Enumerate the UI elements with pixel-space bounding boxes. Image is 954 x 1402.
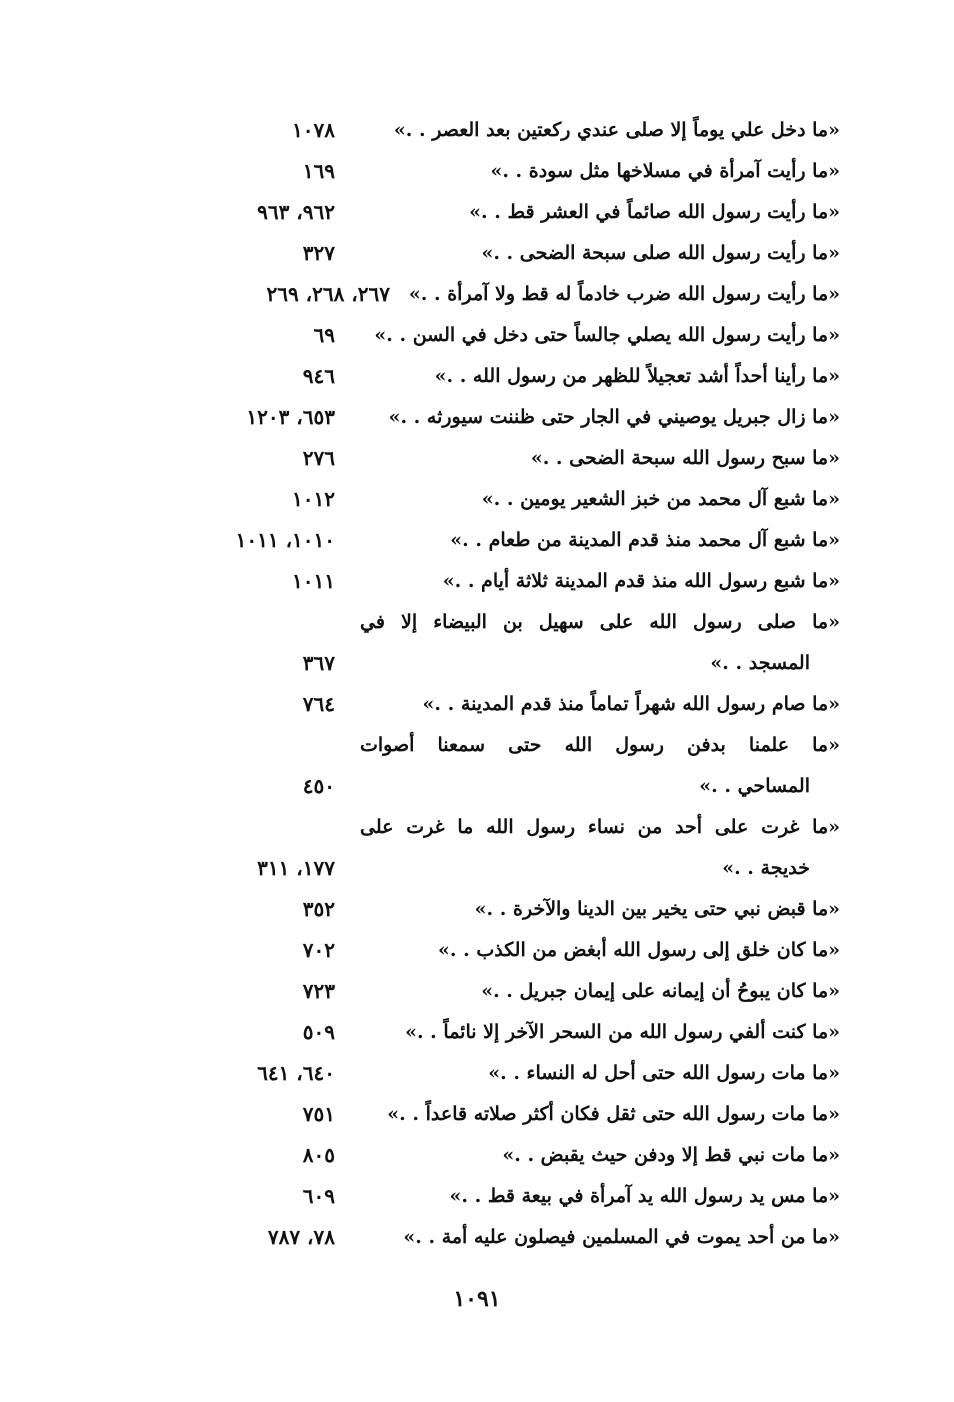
entry-text: «ما شبع رسول الله منذ قدم المدينة ثلاثة أيام . .» [442,570,840,592]
entry-text: «ما رأيت رسول الله ضرب خادماً له قط ولا آمرأة . .» [408,283,840,305]
entry-text: «ما رأيت رسول الله صلى سبحة الضحى . .» [481,242,840,264]
entry-text: «ما مات نبي قط إلا ودفن حيث يقبض . .» [502,1144,840,1166]
entry-text: «ما مس يد رسول الله يد آمرأة في بيعة قط . .» [449,1185,840,1207]
entry-text: «ما كان يبوحُ أن إيمانه على إيمان جبريل . .» [481,980,840,1002]
entry-text: «ما دخل علي يوماً إلا صلى عندي ركعتين بعد العصر . .» [393,119,840,141]
index-entry [130,1135,840,1175]
entry-text: «ما شبع آل محمد من خبز الشعير يومين . .» [481,488,840,510]
entry-page-refs: ٧٢٣ [302,979,335,1003]
page-number: ١٠٩١ [453,1286,501,1312]
index-entry [130,1094,840,1134]
entry-text: «ما رأيت آمرأة في مسلاخها مثل سودة . .» [490,160,840,182]
index-entry [130,602,840,642]
entry-text: «ما من أحد يموت في المسلمين فيصلون عليه أمة . .» [403,1226,840,1248]
index-entry [130,889,840,929]
entry-text: «ما رأيت رسول الله يصلي جالساً حتى دخل في السن . .» [374,324,840,346]
entry-text: المسجد . .» [710,652,810,674]
entry-text: «ما شبع آل محمد منذ قدم المدينة من طعام . .» [450,529,840,551]
index-entry [130,233,840,273]
index-entry [130,315,840,355]
entry-page-refs: ٦٩ [313,323,335,347]
index-entry [130,397,840,437]
entry-text: «ما رأيت رسول الله صائماً في العشر قط . .» [469,201,840,223]
entry-page-refs: ٧٦٤ [302,692,335,716]
index-entry [130,725,840,765]
entry-text: «ما غرت على أحد من نساء رسول الله ما غرت على [360,816,840,838]
entry-page-refs: ١٠١٢ [292,487,335,511]
entry-page-refs: ٧٥١ [302,1102,335,1126]
entry-text: «ما رأينا أحداً أشد تعجيلاً للظهر من رسول الله . .» [434,365,840,387]
entry-page-refs: ٥٠٩ [302,1020,335,1044]
entry-page-refs: ٨٠٥ [302,1143,335,1167]
index-entry [130,356,840,396]
index-entry [130,1012,840,1052]
index-entry-continuation [130,848,840,888]
entry-text: «ما قبض نبي حتى يخير بين الدينا والآخرة . .» [474,898,840,920]
entry-page-refs: ١٠٧٨ [292,118,335,142]
index-entry [130,1053,840,1093]
entry-page-refs: ٩٦٢، ٩٦٣ [257,200,335,224]
index-entry [130,1176,840,1216]
entry-page-refs: ٣٥٢ [302,897,335,921]
entry-text: «ما صام رسول الله شهراً تماماً منذ قدم المدينة . .» [422,693,840,715]
entry-text: «ما مات رسول الله حتى أحل له النساء . .» [488,1062,840,1084]
index-entry [130,930,840,970]
index-entry [130,971,840,1011]
entry-page-refs: ١٠١١ [292,569,335,593]
index-entry [130,684,840,724]
entry-page-refs: ٣٢٧ [302,241,335,265]
index-entry [130,192,840,232]
index-entry [130,1217,840,1257]
entry-page-refs: ٦٠٩ [302,1184,335,1208]
entry-page-refs: ٧٠٢ [302,938,335,962]
entry-page-refs: ٢٧٦ [302,446,335,470]
index-entry-continuation [130,766,840,806]
index-entry-continuation [130,643,840,683]
index-entry [130,274,840,314]
index-entry [130,110,840,150]
entry-text: «ما مات رسول الله حتى ثقل فكان أكثر صلاته قاعداً . .» [387,1103,840,1125]
entry-text: «ما سبح رسول الله سبحة الضحى . .» [530,447,840,469]
entry-page-refs: ٢٦٧، ٢٦٨، ٢٦٩ [266,282,390,306]
entry-text: «ما صلى رسول الله على سهيل بن البيضاء إلا في [360,611,840,633]
index-entry [130,151,840,191]
entry-text: «ما علمنا بدفن رسول الله حتى سمعنا أصوات [360,734,840,756]
index-entry [130,561,840,601]
entry-text: خديجة . .» [722,857,810,879]
entry-page-refs: ١٠١٠، ١٠١١ [235,528,335,552]
entry-page-refs: ١٧٧، ٣١١ [257,856,335,880]
entry-text: «ما زال جبريل يوصيني في الجار حتى ظننت سيورثه . .» [388,406,840,428]
entry-page-refs: ١٦٩ [302,159,335,183]
index-entry [130,438,840,478]
entry-page-refs: ٧٨، ٧٨٧ [267,1225,335,1249]
entry-text: المساحي . .» [699,775,810,797]
entry-page-refs: ٦٥٣، ١٢٠٣ [246,405,335,429]
entry-text: «ما كنت ألفي رسول الله من السحر الآخر إلا نائماً . .» [405,1021,840,1043]
entry-page-refs: ٤٥٠ [302,774,335,798]
index-entry [130,807,840,847]
entry-page-refs: ٩٤٦ [302,364,335,388]
index-entry [130,520,840,560]
entry-page-refs: ٣٦٧ [302,651,335,675]
index-entry [130,479,840,519]
entry-page-refs: ٦٤٠، ٦٤١ [257,1061,335,1085]
entry-text: «ما كان خلق إلى رسول الله أبغض من الكذب . .» [438,939,840,961]
